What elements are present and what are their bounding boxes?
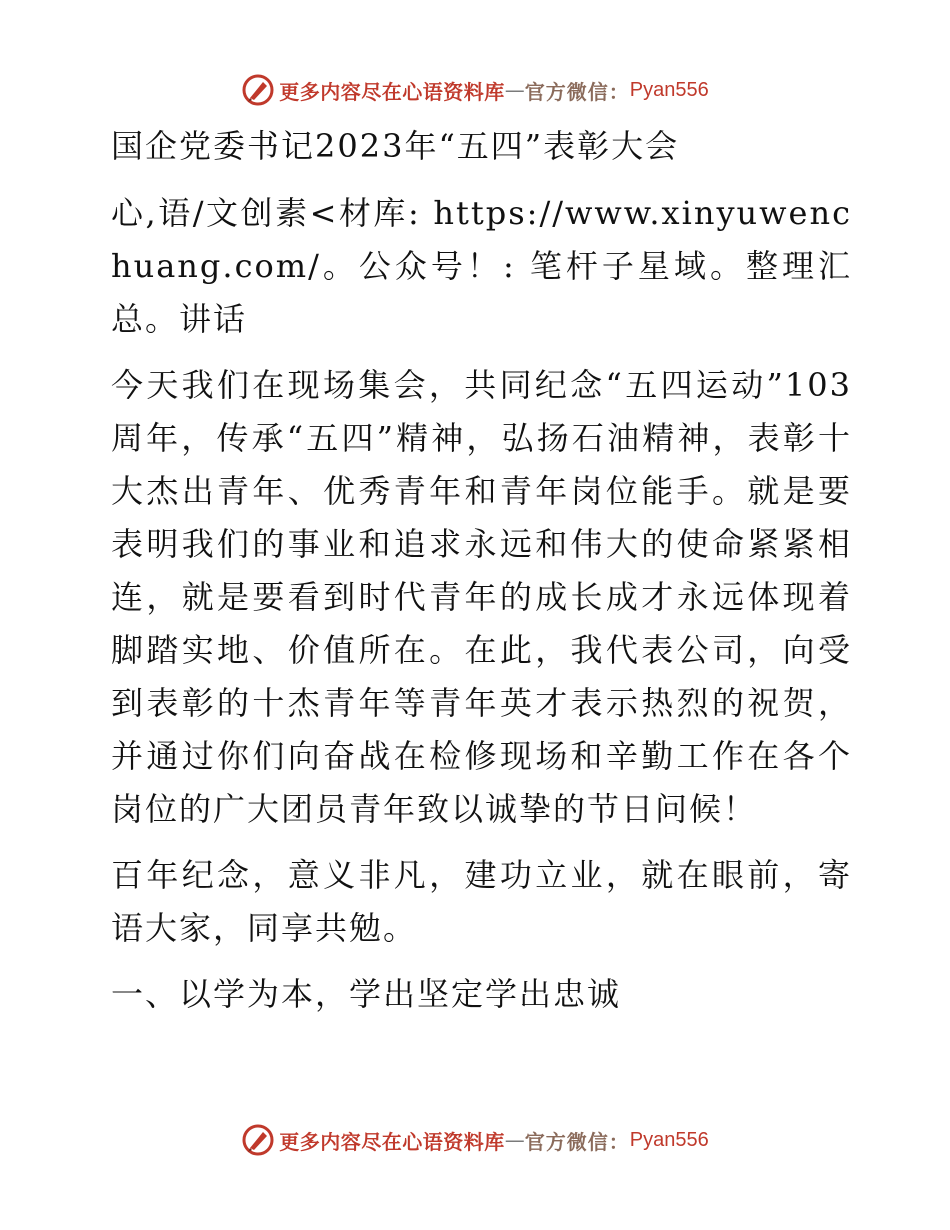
watermark-dash: —: [504, 78, 525, 102]
document-title: 国企党委书记2023年“五四”表彰大会: [111, 127, 680, 165]
document-body: [97, 120, 852, 1034]
watermark-main-text: 更多内容尽在心语资料库: [279, 1129, 505, 1154]
watermark-wechat-id: Pyan556: [629, 1128, 709, 1151]
section-heading-1: 一、以学为本，学出坚定学出忠诚: [111, 975, 622, 1013]
watermark-dash: —: [504, 1128, 525, 1152]
pen-logo-icon: [241, 73, 275, 107]
watermark-main-text: 更多内容尽在心语资料库: [279, 79, 505, 104]
watermark-label: 官方微信：: [524, 79, 630, 104]
paragraph-2: 百年纪念，意义非凡，建功立业，就在眼前，寄语大家，同享共勉。: [111, 856, 852, 947]
footer-watermark: [0, 1120, 950, 1160]
source-line: 心,语/文创素<材库: https://www.xinyuwenchuang.com/。公众号！: 笔杆子星域。整理汇总。讲话: [111, 194, 852, 338]
paragraph-1: 今天我们在现场集会，共同纪念“五四运动”103周年，传承“五四”精神，弘扬石油精神，表彰十大杰出青年、优秀青年和青年岗位能手。就是要表明我们的事业和追求永远和伟大的使命紧紧相连，就是要看到时代青年的成长成才永远体现着脚踏实地、价值所在。在此，我代表公司，向受到表彰的十杰青年等青年英才表示热烈的祝贺，并通过你们向奋战在检修现场和辛勤工作在各个岗位的广大团员青年致以诚挚的节日问候！: [111, 366, 852, 828]
pen-logo-icon: [241, 1123, 275, 1157]
watermark-wechat-id: Pyan556: [629, 78, 709, 101]
watermark-label: 官方微信：: [524, 1129, 630, 1154]
header-watermark: [0, 70, 950, 110]
